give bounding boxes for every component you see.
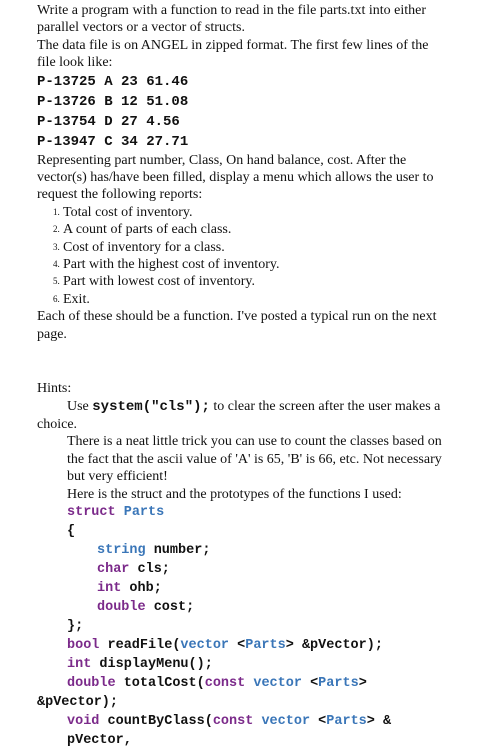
code-line: void countByClass(const vector <Parts> & <box>67 713 392 729</box>
list-text: A count of parts of each class. <box>63 222 232 238</box>
intro-text: Write a program with a function to read in the file parts.txt into either <box>37 3 426 18</box>
code-line: &pVector); <box>37 694 119 710</box>
data-line: P-13754 D 27 4.56 <box>37 113 180 130</box>
inline-code: system("cls"); <box>92 398 210 415</box>
list-text: Cost of inventory for a class. <box>63 239 225 255</box>
list-item <box>53 291 498 308</box>
list-text: Part with lowest cost of inventory. <box>63 274 255 290</box>
hint-text: choice. <box>37 416 78 432</box>
hint-text: but very efficient! <box>67 469 168 485</box>
list-item <box>53 256 498 273</box>
code-line: int ohb; <box>97 580 162 596</box>
code-line: pVector, <box>67 732 132 748</box>
list-number: 1. <box>53 206 60 217</box>
data-line: P-13947 C 34 27.71 <box>37 133 189 150</box>
description-text: Representing part number, Class, On hand balance, cost. After the <box>37 152 407 168</box>
data-line: P-13725 A 23 61.46 <box>37 73 189 90</box>
description-text: vector(s) has/have been filled, display a menu which allows the user to <box>37 170 434 186</box>
intro-text: parallel vectors or a vector of structs. <box>37 20 245 36</box>
hints-heading: Hints: <box>37 381 72 397</box>
data-line: P-13726 B 12 51.08 <box>37 93 189 110</box>
code-line: char cls; <box>97 561 170 577</box>
hint-text: the fact that the ascii value of 'A' is 65, 'B' is 66, etc. Not necessary <box>67 451 442 467</box>
list-text: Part with the highest cost of inventory. <box>63 257 280 273</box>
after-menu-text: page. <box>37 326 67 342</box>
code-line: string number; <box>97 542 211 558</box>
code-line: int displayMenu(); <box>67 656 213 672</box>
list-number: 2. <box>53 224 60 235</box>
data-file-sample <box>37 72 498 152</box>
after-menu-text: Each of these should be a function. I've posted a typical run on the next <box>37 309 437 325</box>
code-block <box>37 503 498 750</box>
code-line: }; <box>67 618 84 634</box>
code-line: struct Parts <box>67 504 165 520</box>
report-menu-list <box>37 204 498 308</box>
code-line: bool readFile(vector <Parts> &pVector); <box>67 637 383 653</box>
list-item <box>53 221 498 238</box>
intro-text: file look like: <box>37 55 113 71</box>
code-line: double totalCost(const vector <Parts> <box>67 675 367 691</box>
list-number: 4. <box>53 259 60 270</box>
intro-text: The data file is on ANGEL in zipped format. The first few lines of the <box>37 37 429 53</box>
list-number: 6. <box>53 293 60 304</box>
hint-text: Here is the struct and the prototypes of the functions I used: <box>67 486 402 502</box>
list-item <box>53 204 498 221</box>
list-text: Exit. <box>63 291 90 307</box>
description-text: request the following reports: <box>37 187 203 203</box>
code-line: { <box>67 523 76 539</box>
list-item <box>53 273 498 290</box>
list-item <box>53 239 498 256</box>
hint-system-cls: Use system("cls"); to clear the screen after the user makes a <box>67 398 441 415</box>
hint-text: There is a neat little trick you can use to count the classes based on <box>67 434 442 450</box>
list-number: 3. <box>53 241 60 252</box>
code-line: double cost; <box>97 599 195 615</box>
list-number: 5. <box>53 276 60 287</box>
list-text: Total cost of inventory. <box>63 204 193 220</box>
